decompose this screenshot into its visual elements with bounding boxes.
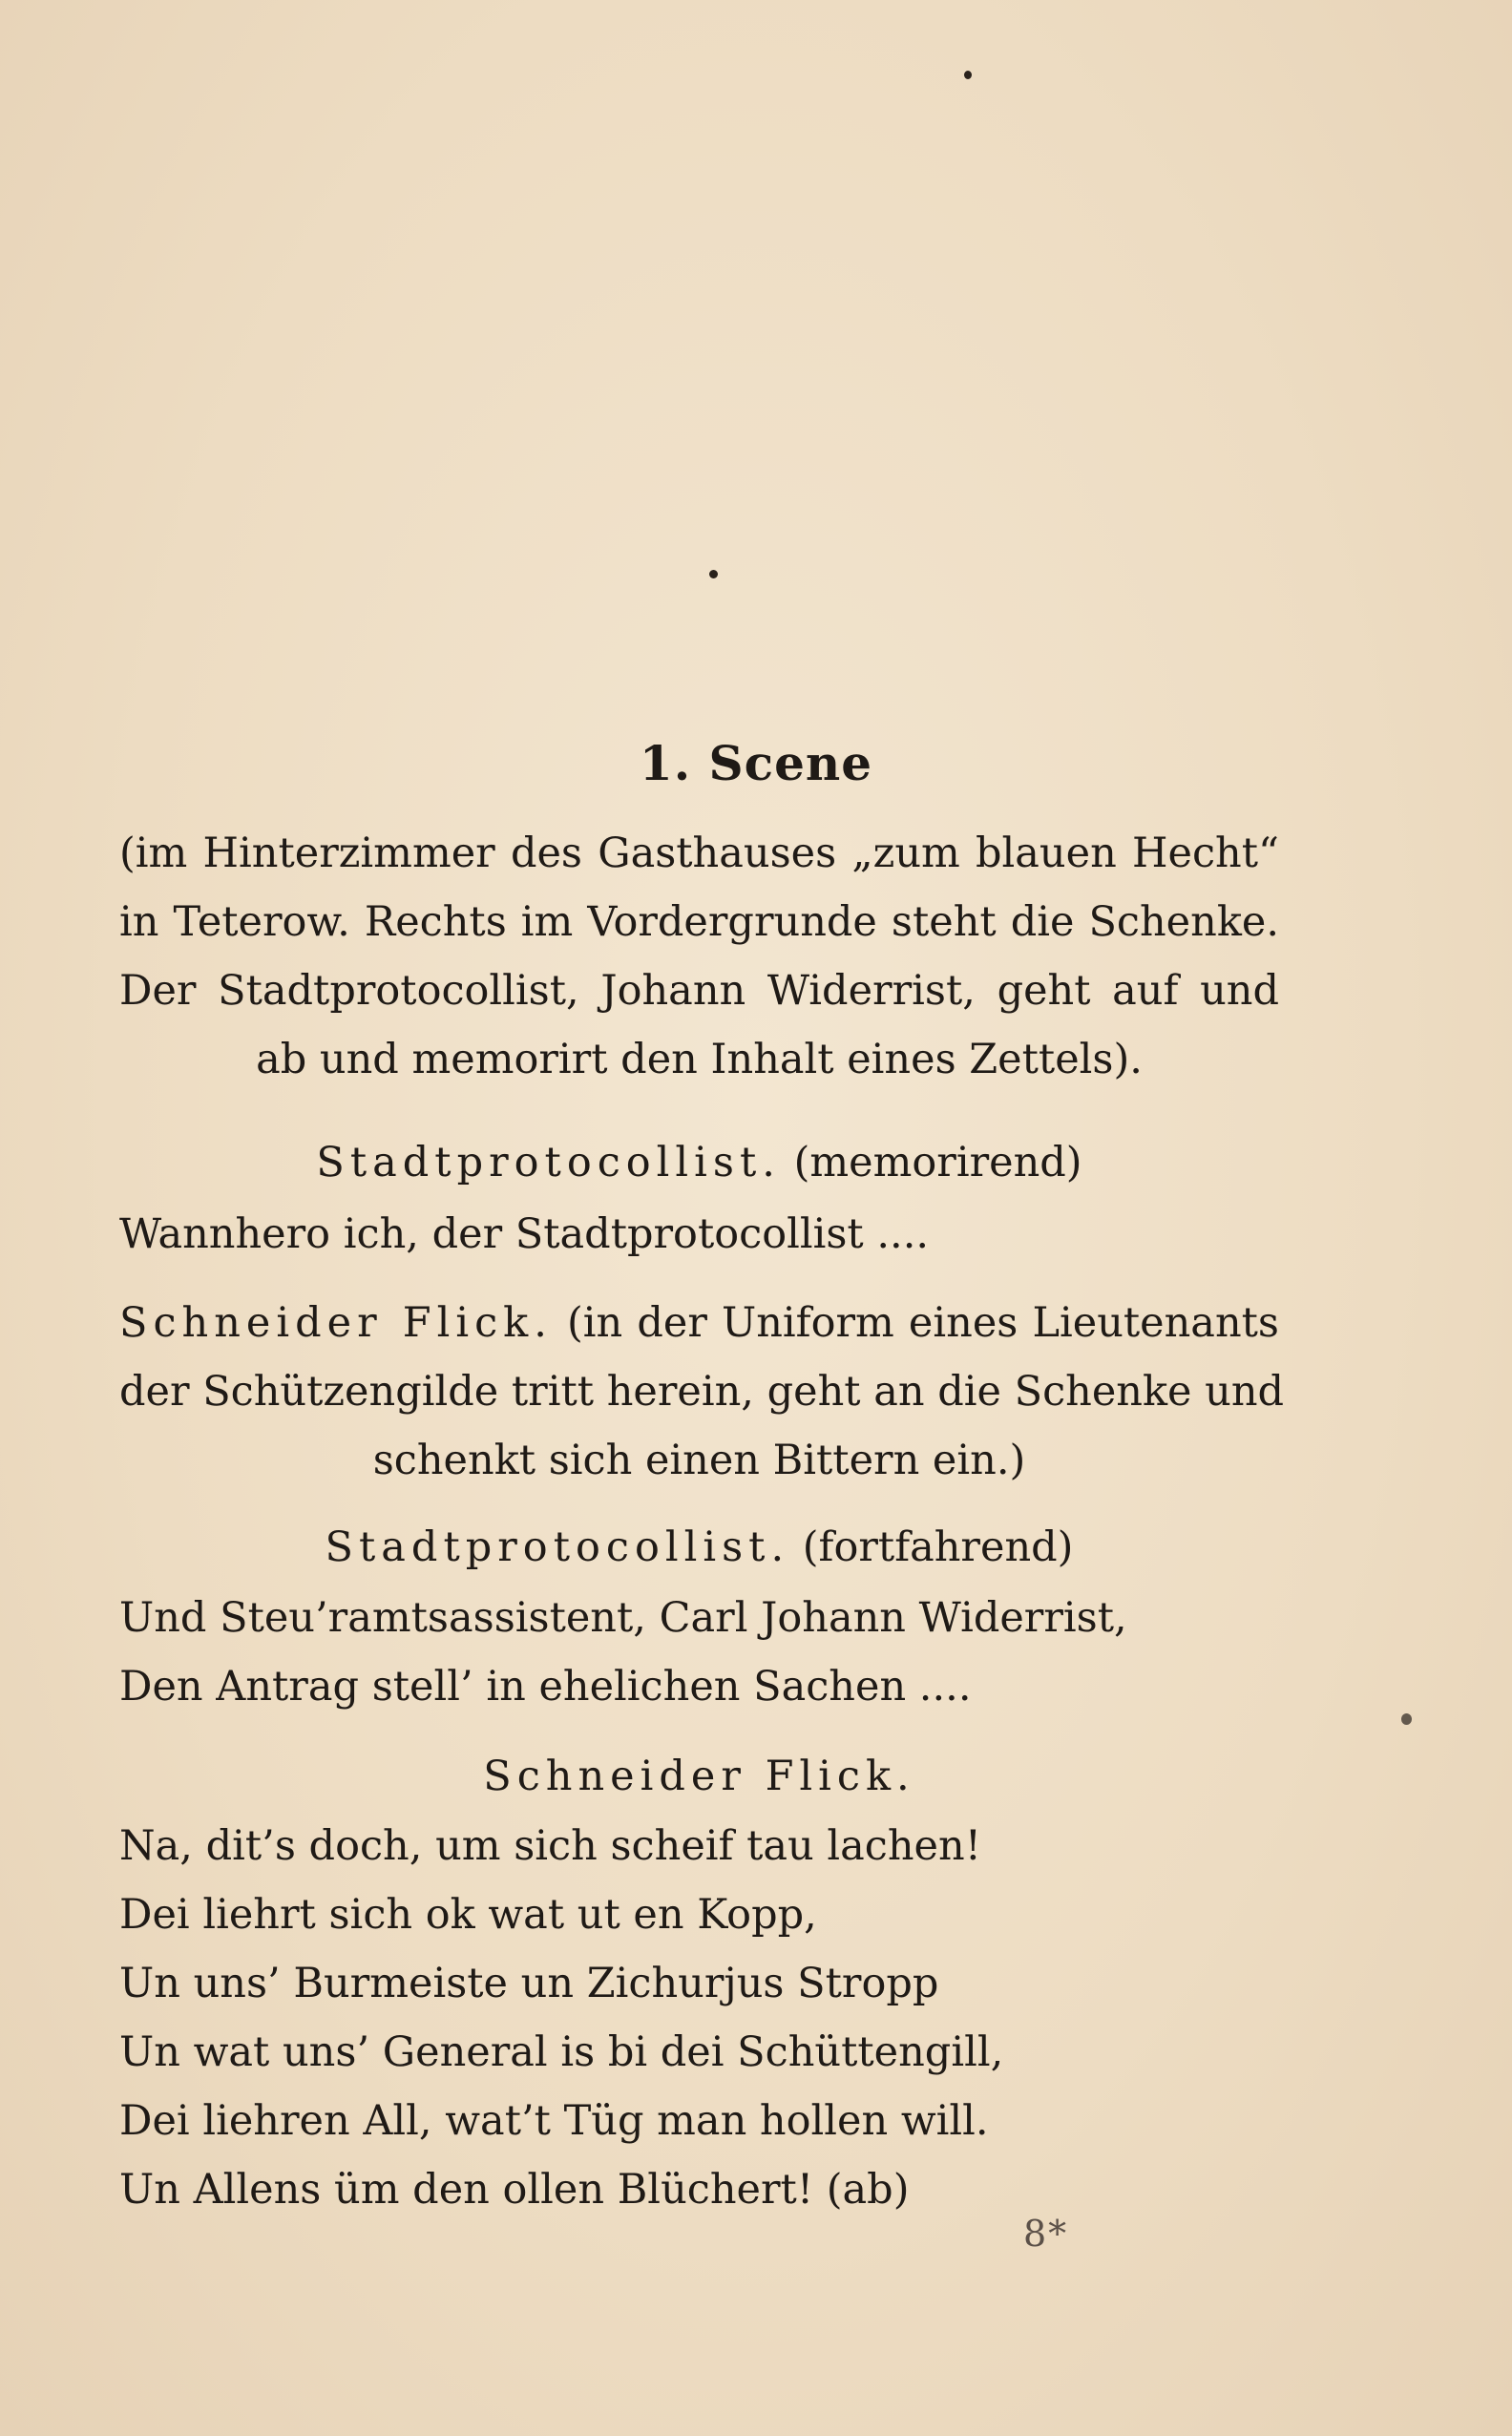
speaker-name: Schneider Flick.	[119, 1299, 553, 1347]
stage-direction-line: Der Stadtprotocollist, Johann Widerrist, geht auf und	[119, 967, 1279, 1015]
speaker-name: Schneider Flick.	[483, 1753, 915, 1800]
speaker-line	[119, 1742, 1279, 1811]
speaker-line	[119, 1128, 1279, 1197]
speech-line: Den Antrag stell’ in ehelichen Sachen ....	[119, 1663, 972, 1711]
stage-direction-opening	[119, 819, 1279, 1094]
speech	[119, 1200, 1279, 1269]
speaker-direction: (fortfahrend)	[789, 1523, 1074, 1571]
speech-line: Un wat uns’ General is bi dei Schüttengill,	[119, 2028, 1004, 2076]
speaker-line-with-direction	[119, 1289, 1285, 1495]
page-number: 8*	[1023, 2213, 1069, 2255]
speech-line: Dei liehrt sich ok wat ut en Kopp,	[119, 1891, 817, 1939]
ink-speck	[709, 570, 718, 578]
stage-direction-line: schenkt sich einen Bittern ein.)	[372, 1437, 1026, 1484]
speech-line: Und Steu’ramtsassistent, Carl Johann Widerrist,	[119, 1594, 1127, 1642]
speech	[119, 1584, 1279, 1721]
speech-line: Wannhero ich, der Stadtprotocollist ....	[119, 1210, 930, 1258]
speaker-name: Stadtprotocollist.	[316, 1139, 781, 1186]
stage-direction-line: in Teterow. Rechts im Vordergrunde steht die Schenke.	[119, 898, 1279, 946]
stage-direction-line: der Schützengilde tritt herein, geht an die Schenke und	[119, 1368, 1285, 1416]
speaker-direction: (memorirend)	[780, 1139, 1082, 1186]
speaker-direction: (in der Uniform eines Lieutenants	[552, 1299, 1279, 1347]
ink-speck	[964, 71, 972, 79]
speech-line: Na, dit’s doch, um sich scheif tau lachen!	[119, 1822, 981, 1870]
speech	[119, 1812, 1279, 2224]
speech-line: Dei liehren All, wat’t Tüg man hollen will.	[119, 2097, 989, 2145]
speaker-name: Stadtprotocollist.	[325, 1523, 790, 1571]
scene-heading: 1. Scene	[639, 735, 873, 791]
speaker-line	[119, 1513, 1279, 1582]
speech-line: Un Allens üm den ollen Blüchert! (ab)	[119, 2166, 910, 2214]
ink-speck	[1401, 1713, 1412, 1725]
stage-direction-line: (im Hinterzimmer des Gasthauses „zum blauen Hecht“	[119, 830, 1279, 877]
stage-direction-line: ab und memorirt den Inhalt eines Zettels).	[256, 1036, 1143, 1083]
speech-line: Un uns’ Burmeiste un Zichurjus Stropp	[119, 1960, 939, 2007]
